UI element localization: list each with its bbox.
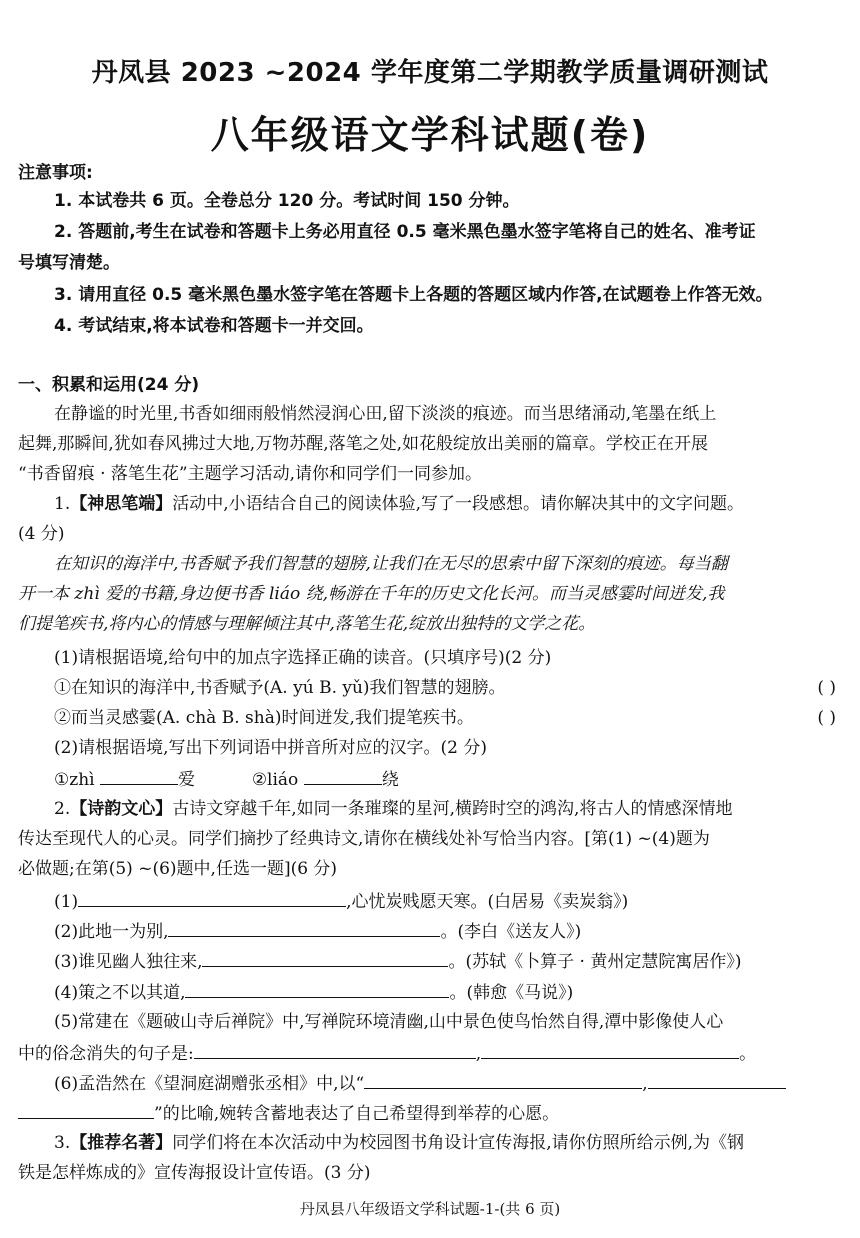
answer-blank[interactable] [168,918,440,937]
item-source: ”的比喻,婉转含蓄地表达了自己希望得到举荐的心愿。 [154,1104,560,1124]
punct: 。 [739,1044,757,1064]
fill-line [54,1070,842,1096]
page-footer: 丹凤县八年级语文学科试题-1-(共 6 页) [299,1200,561,1218]
note-item: 4. 考试结束,将本试卷和答题卡一并交回。 [54,316,374,336]
question-1 [54,492,842,516]
punct: , [642,1074,648,1094]
item-source: ,心忧炭贱愿天寒。(白居易《卖炭翁》) [346,892,629,912]
answer-blank[interactable] [648,1070,786,1089]
sub-question: (1)请根据语境,给句中的加点字选择正确的读音。(只填序号)(2 分) [54,648,552,668]
fill-line [18,1100,842,1126]
intro-line: 在静谧的时光里,书香如细雨般悄然浸润心田,留下淡淡的痕迹。而当思绪涌动,笔墨在纸上 [54,404,717,424]
fill-line [54,918,842,944]
question-text: 古诗文穿越千年,如同一条璀璨的星河,横跨时空的鸿沟,将古人的情感深情地 [172,799,733,819]
item-source: 。(苏轼《卜算子 · 黄州定慧院寓居作》) [448,952,742,972]
question-number: 2. [54,799,71,819]
passage-line: 在知识的海洋中,书香赋予我们智慧的翅膀,让我们在无尽的思索中留下深刻的痕迹。每当翻 [54,554,728,574]
exam-title: 丹凤县 2023 ~2024 学年度第二学期教学质量调研测试 [91,58,769,88]
fill-line [54,888,842,914]
pinyin-label: ①zhì [54,770,95,790]
exam-subtitle: 八年级语文学科试题(卷) [210,113,650,157]
note-item: 2. 答题前,考生在试卷和答题卡上务必用直径 0.5 毫米黑色墨水签字笔将自己的姓名、准考证 [54,222,756,242]
question-text: 必做题;在第(5) ~(6)题中,任选一题](6 分) [18,859,338,879]
intro-line: 起舞,那瞬间,犹如春风拂过大地,万物苏醒,落笔之处,如花般绽放出美丽的篇章。学校正在开展 [18,434,709,454]
passage-line: 开一本 zhì 爱的书籍,身边便书香 liáo 绕,畅游在千年的历史文化长河。而当灵感霎时间迸发,我 [18,584,725,604]
word-suffix: 绕 [381,770,399,790]
item-label: (3)谁见幽人独往来, [54,952,203,972]
item-label: (6)孟浩然在《望洞庭湖赠张丞相》中,以“ [54,1074,365,1094]
sub-question: (2)请根据语境,写出下列词语中拼音所对应的汉字。(2 分) [54,738,487,758]
pinyin-label: ②liáo [251,770,299,790]
item-label: 中的俗念消失的句子是: [18,1044,194,1064]
note-item: 号填写清楚。 [18,253,120,273]
answer-blank[interactable] [185,979,449,998]
question-text: 铁是怎样炼成的》宣传海报设计宣传语。(3 分) [18,1163,371,1183]
question-tag: 【推荐名著】 [70,1133,173,1153]
fill-line [54,948,842,974]
fill-line [54,766,842,792]
answer-blank[interactable] [18,1100,154,1119]
item-label: (1) [54,892,79,912]
question-text: (5)常建在《题破山寺后禅院》中,写禅院环境清幽,山中景色使鸟怡然自得,潭中影像使人心 [54,1012,724,1032]
word-suffix: 爱 [178,770,195,790]
answer-blank[interactable] [202,948,448,967]
answer-blank[interactable] [100,766,178,785]
item-label: (2)此地一为别, [54,922,169,942]
sub-question: ②而当灵感霎(A. chà B. shà)时间迸发,我们提笔疾书。 [54,708,474,728]
answer-blank[interactable] [194,1040,476,1059]
question-2 [54,797,842,821]
fill-line [18,1040,842,1066]
question-score: (4 分) [18,524,65,544]
question-text: 活动中,小语结合自己的阅读体验,写了一段感想。请你解决其中的文字问题。 [172,494,745,514]
question-tag: 【神思笔端】 [70,494,173,514]
question-number: 3. [54,1133,71,1153]
section-heading: 一、积累和运用(24 分) [18,375,200,395]
question-number: 1. [54,494,71,514]
answer-paren[interactable]: ( ) [817,678,836,698]
answer-blank[interactable] [78,888,346,907]
answer-blank[interactable] [304,766,382,785]
answer-blank[interactable] [364,1070,642,1089]
question-3 [54,1131,842,1155]
item-source: 。(李白《送友人》) [440,922,582,942]
question-tag: 【诗韵文心】 [70,799,173,819]
note-item: 3. 请用直径 0.5 毫米黑色墨水签字笔在答题卡上各题的答题区域内作答,在试题卷上作答无效。 [54,285,773,305]
intro-line: “书香留痕 · 落笔生花”主题学习活动,请你和同学们一同参加。 [18,464,482,484]
item-label: (4)策之不以其道, [54,983,186,1003]
passage-line: 们提笔疾书,将内心的情感与理解倾注其中,落笔生花,绽放出独特的文学之花。 [18,614,596,634]
question-text: 传达至现代人的心灵。同学们摘抄了经典诗文,请你在横线处补写恰当内容。[第(1) ~(4)题为 [18,829,710,849]
notes-heading: 注意事项: [18,163,93,183]
sub-question: ①在知识的海洋中,书香赋予(A. yú B. yǔ)我们智慧的翅膀。 [54,678,506,698]
item-source: 。(韩愈《马说》) [449,983,574,1003]
punct: , [475,1044,482,1064]
question-text: 同学们将在本次活动中为校园图书角设计宣传海报,请你仿照所给示例,为《钢 [172,1133,745,1153]
note-item: 1. 本试卷共 6 页。全卷总分 120 分。考试时间 150 分钟。 [54,191,520,211]
answer-paren[interactable]: ( ) [817,708,836,728]
answer-blank[interactable] [481,1040,739,1059]
fill-line [54,979,842,1005]
